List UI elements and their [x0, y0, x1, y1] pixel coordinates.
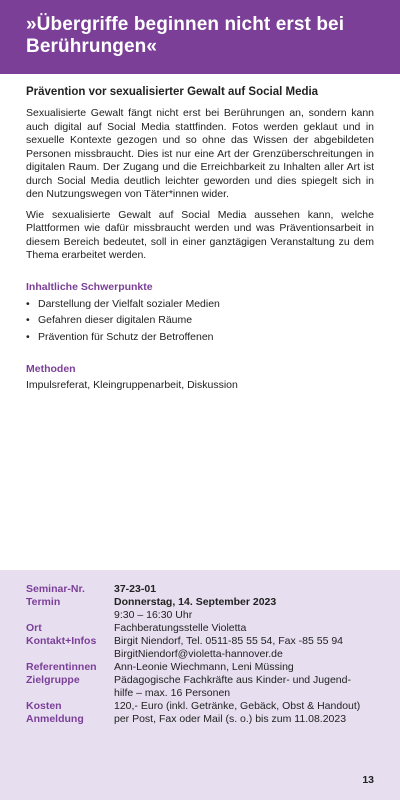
seminar-nr-label: Seminar-Nr. — [26, 583, 85, 595]
info-row-anmeldung — [26, 713, 374, 726]
info-row-referentinnen — [26, 661, 374, 674]
anmeldung-value: per Post, Fax oder Mail (s. o.) bis zum 11.08.2023 — [114, 713, 347, 725]
info-row-kontakt — [26, 635, 374, 661]
page-header — [0, 0, 400, 74]
page-number: 13 — [362, 774, 374, 786]
list-item-text: Darstellung der Vielfalt sozialer Medien — [38, 297, 220, 310]
zielgruppe-line-2: hilfe – max. 16 Personen — [114, 687, 231, 699]
intro-paragraph: Sexualisierte Gewalt fängt nicht erst bei Berührungen an, sondern kann auch digital auf Social Media stattfinden. Fotos werden geklaut und in sexuelle Kontexte gezogen und so ohne das Wissen der abgebildeten Personen missbraucht. Dies ist nur eine Art der Grenzüberschreitungen in digitalen Raum. Der Zugang und die Erreichbarkeit zu Inhalten aller Art ist durch Social Media deutlich leichter geworden und dies spiegelt sich in den Nutzungswegen von Täter*innen wider. — [26, 107, 374, 200]
termin-value — [114, 596, 374, 622]
referentinnen-label: Referentinnen — [26, 661, 97, 673]
zielgruppe-line-1: Pädagogische Fachkräfte aus Kinder- und Jugend- — [114, 674, 351, 686]
bullet-icon: • — [26, 314, 30, 326]
main-content — [26, 86, 374, 392]
methods-title: Methoden — [26, 363, 76, 375]
termin-time: 9:30 – 16:30 Uhr — [114, 609, 193, 621]
kontakt-phone: Birgit Niendorf, Tel. 0511-85 55 54, Fax -85 55 94 — [114, 635, 344, 647]
zielgruppe-label: Zielgruppe — [26, 674, 80, 686]
kontakt-label: Kontakt+Infos — [26, 635, 97, 647]
list-item-text: Prävention für Schutz der Betroffenen — [38, 330, 214, 343]
kosten-label: Kosten — [26, 700, 62, 712]
anmeldung-label: Anmeldung — [26, 713, 84, 725]
description-paragraph: Wie sexualisierte Gewalt auf Social Media aussehen kann, welche Plattformen wie dafür missbraucht werden und was Präventionsarbeit in diesem Bereich bedeutet, soll in einer ganztägigen Veranstaltung zu dem Thema erarbeitet werden. — [26, 208, 374, 261]
list-item — [26, 296, 374, 313]
termin-label: Termin — [26, 596, 61, 608]
list-item-text: Gefahren dieser digitalen Räume — [38, 314, 193, 326]
methods-text: Impulsreferat, Kleingruppenarbeit, Diskussion — [26, 379, 238, 391]
info-row-seminar-nr — [26, 583, 374, 596]
info-row-termin — [26, 596, 374, 622]
list-item — [26, 329, 374, 346]
bullet-icon: • — [26, 297, 30, 310]
focus-title: Inhaltliche Schwerpunkte — [26, 280, 153, 293]
seminar-nr-value: 37-23-01 — [114, 583, 157, 595]
referentinnen-value: Ann-Leonie Wiechmann, Leni Müssing — [114, 661, 294, 673]
focus-list — [26, 296, 374, 346]
ort-value: Fachberatungsstelle Violetta — [114, 622, 247, 634]
page-title: »Übergriffe beginnen nicht erst bei Berührungen« — [26, 14, 345, 57]
info-row-zielgruppe — [26, 674, 374, 700]
kosten-value: 120,- Euro (inkl. Getränke, Gebäck, Obst & Handout) — [114, 700, 361, 712]
kontakt-email[interactable]: BirgitNiendorf@violetta-hannover.de — [114, 648, 283, 660]
zielgruppe-value — [114, 674, 374, 700]
info-row-kosten — [26, 700, 374, 713]
info-box — [0, 570, 400, 800]
list-item — [26, 312, 374, 329]
bullet-icon: • — [26, 330, 30, 343]
kontakt-value — [114, 635, 374, 661]
termin-date: Donnerstag, 14. September 2023 — [114, 596, 277, 608]
subtitle: Prävention vor sexualisierter Gewalt auf Social Media — [26, 86, 319, 98]
ort-label: Ort — [26, 622, 42, 634]
info-row-ort — [26, 622, 374, 635]
